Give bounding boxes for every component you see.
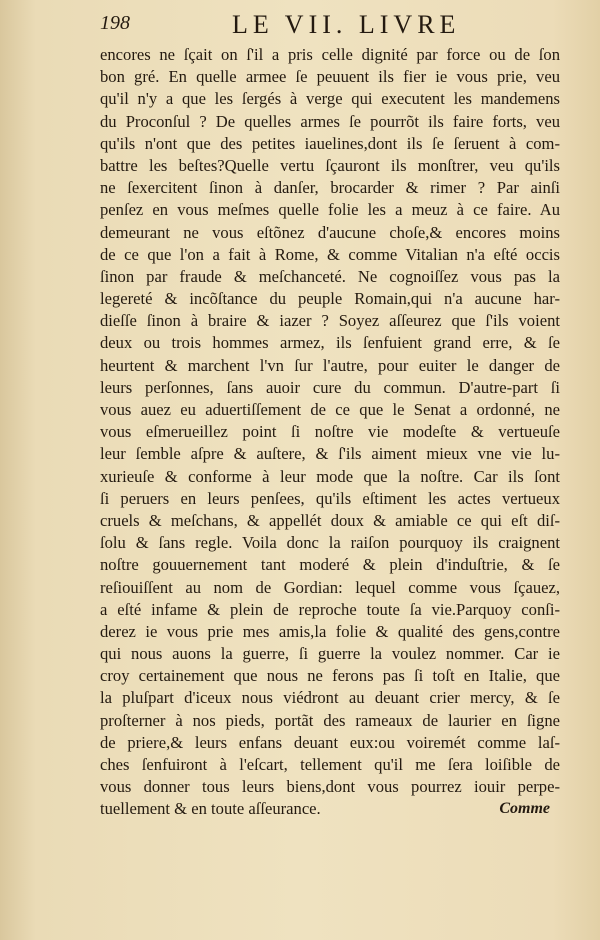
text-line: qu'ils n'ont que des petites iauelines,dont ils ſe ſeruent à com-	[100, 133, 560, 153]
text-line: ne ſexercitent ſinon à danſer, brocarder & rimer ? Par ainſi	[100, 178, 560, 198]
text-line: qui nous auons la guerre, ſi guerre la voulez nommer. Car ie	[100, 644, 560, 664]
text-line: ches ſenfuiront à l'eſcart, tellement qu'il me ſera loiſible de	[100, 755, 560, 774]
text-line: leur ſemble aſpre & auſtere, & ſ'ils aiment mieux vne vie lu-	[100, 444, 560, 464]
text-line: vous auez eu aduertiſſement de ce que le Senat a ordonné, ne	[100, 400, 560, 419]
text-line: encores ne ſçait on ſ'il a pris celle dignité par force ou de ſon	[100, 45, 560, 64]
page-header	[100, 8, 560, 42]
text-line: heurtent & marchent l'vn ſur l'autre, pour euiter le danger de	[100, 355, 560, 375]
page-number: 198	[100, 12, 130, 34]
text-line: vous eſmerueillez point ſi noſtre vie modeſte & vertueuſe	[100, 422, 560, 442]
text-line: vous donner tous leurs biens,dont vous pourrez iouir perpe-	[100, 777, 560, 797]
text-line: croy certainement que nous ne ferons pas ſi toſt en Italie, que	[100, 666, 560, 686]
text-line: bon gré. En quelle armee ſe peuuent ils fier ie vous prie, veu	[100, 67, 560, 87]
text-line: penſez en vous meſmes quelle folie les a meuz à ce faire. Au	[100, 200, 560, 220]
text-line: deux ou trois hommes armez, ils ſenfuient grand erre, & ſe	[100, 333, 560, 353]
text-line: derez ie vous prie mes amis,la folie & qualité des gens,contre	[100, 621, 560, 641]
text-line: la pluſpart d'iceux nous viédront au deuant crier mercy, & ſe	[100, 688, 560, 708]
text-line: noſtre gouuernement tant moderé & plein d'induſtrie, & ſe	[100, 555, 560, 575]
text-line: tuellement & en toute aſſeurance.	[100, 799, 321, 819]
text-line: ſolu & ſans regle. Voila donc la raiſon pourquoy ils craignent	[100, 533, 560, 553]
catchword: Comme	[499, 800, 550, 817]
running-head: LE VII. LIVRE	[232, 10, 461, 39]
text-line: de ce que l'on a fait à Rome, & comme Vitalian n'a eſté occis	[100, 244, 560, 264]
text-line: ſi peruers en leurs penſees, qu'ils eſtiment les actes vertueux	[100, 488, 560, 508]
text-line: reſiouiſſent au nom de Gordian: lequel comme vous ſçauez,	[100, 577, 560, 597]
text-line: qu'il n'y a que les ſergés à verge qui executent les mandemens	[100, 89, 560, 109]
text-line: battre les beſtes?Quelle vertu ſçauront ils monſtrer, veu qu'ils	[100, 155, 560, 175]
text-line: cruels & meſchans, & appellét doux & amiable ce qui eſt diſ-	[100, 510, 560, 530]
text-line: a eſté infame & plein de reproche toute ſa vie.Parquoy conſi-	[100, 599, 560, 619]
body-text	[100, 44, 560, 821]
text-line: dieſſe ſinon à braire & iazer ? Soyez aſſeurez que ſ'ils voient	[100, 311, 560, 331]
text-line: de priere,& leurs enfans deuant eux:ou voiremét comme laſ-	[100, 732, 560, 752]
text-line: demeurant ne vous eſtõnez d'aucune choſe,& encores moins	[100, 222, 560, 242]
text-line: legereté & incõſtance du peuple Romain,qui n'a aucune har-	[100, 289, 560, 309]
text-line: ſinon par fraude & meſchanceté. Ne cognoiſſez vous pas la	[100, 266, 560, 286]
text-line: leurs perſonnes, ſans auoir cure du commun. D'autre-part ſi	[100, 377, 560, 397]
text-line: xurieuſe & conforme à leur mode que la noſtre. Car ils ſont	[100, 466, 560, 486]
text-line: proſterner à nos pieds, portãt des rameaux de laurier en ſigne	[100, 710, 560, 730]
text-line: du Proconſul ? De quelles armes ſe pourrõt ils faire forts, veu	[100, 111, 560, 131]
